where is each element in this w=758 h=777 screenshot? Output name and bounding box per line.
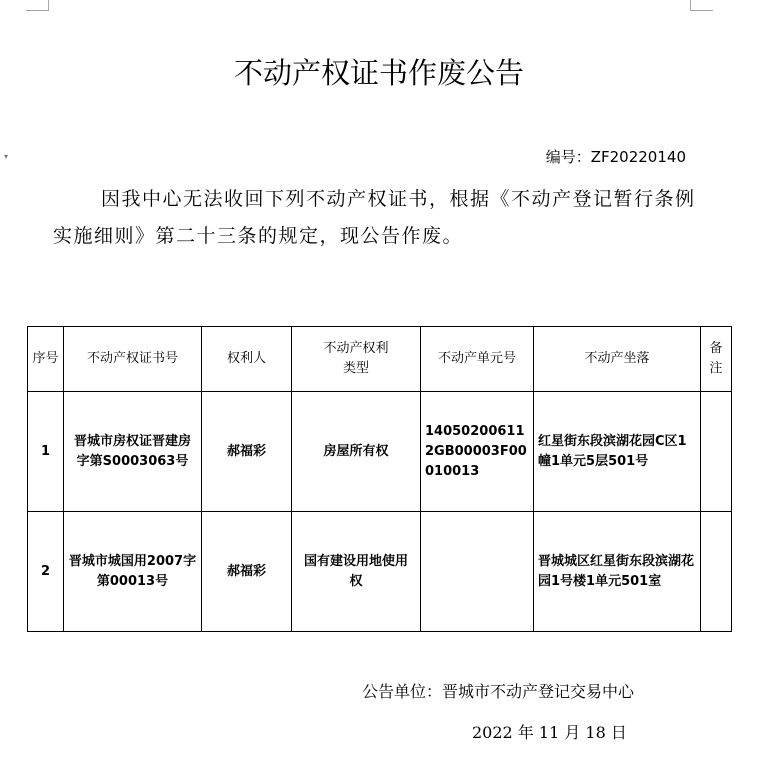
margin-collapse-icon: ▾	[4, 152, 9, 161]
header-right-type: 不动产权利类型	[292, 327, 421, 392]
document-title: 不动产权证书作废公告	[233, 56, 524, 90]
cell-cert-no: 晋城市城国用2007字第00013号	[64, 512, 202, 632]
cell-cert-no: 晋城市房权证晋建房字第S0003063号	[64, 392, 202, 512]
header-cert-no: 不动产权证书号	[64, 327, 202, 392]
table-header-row	[28, 327, 732, 392]
intro-paragraph: 因我中心无法收回下列不动产权证书，根据《不动产登记暂行条例实施细则》第二十三条的规定，现公告作废。	[53, 188, 696, 247]
cell-right-type: 房屋所有权	[292, 392, 421, 512]
cell-location: 红星街东段滨湖花园C区1幢1单元5层501号	[534, 392, 701, 512]
issue-date: 2022 年 11 月 18 日	[472, 723, 627, 742]
cell-owner: 郝福彩	[202, 512, 292, 632]
cell-remark	[701, 392, 732, 512]
header-remark: 备注	[701, 327, 732, 392]
cell-owner: 郝福彩	[202, 392, 292, 512]
header-owner: 权利人	[202, 327, 292, 392]
page-corner-mark-left	[26, 0, 49, 11]
document-number: 编号：ZF20220140	[545, 148, 686, 166]
header-seq: 序号	[28, 327, 64, 392]
cell-remark	[701, 512, 732, 632]
cell-location: 晋城城区红星街东段滨湖花园1号楼1单元501室	[534, 512, 701, 632]
cell-seq: 2	[28, 512, 64, 632]
cell-unit-no: 140502006112GB00003F00010013	[421, 392, 534, 512]
page-corner-mark-right	[690, 0, 713, 11]
certificate-table	[27, 326, 732, 632]
header-unit-no: 不动产单元号	[421, 327, 534, 392]
cell-right-type: 国有建设用地使用权	[292, 512, 421, 632]
table-row	[28, 512, 732, 632]
issuing-unit: 公告单位：晋城市不动产登记交易中心	[362, 682, 635, 701]
table-row	[28, 392, 732, 512]
header-location: 不动产坐落	[534, 327, 701, 392]
cell-unit-no	[421, 512, 534, 632]
cell-seq: 1	[28, 392, 64, 512]
